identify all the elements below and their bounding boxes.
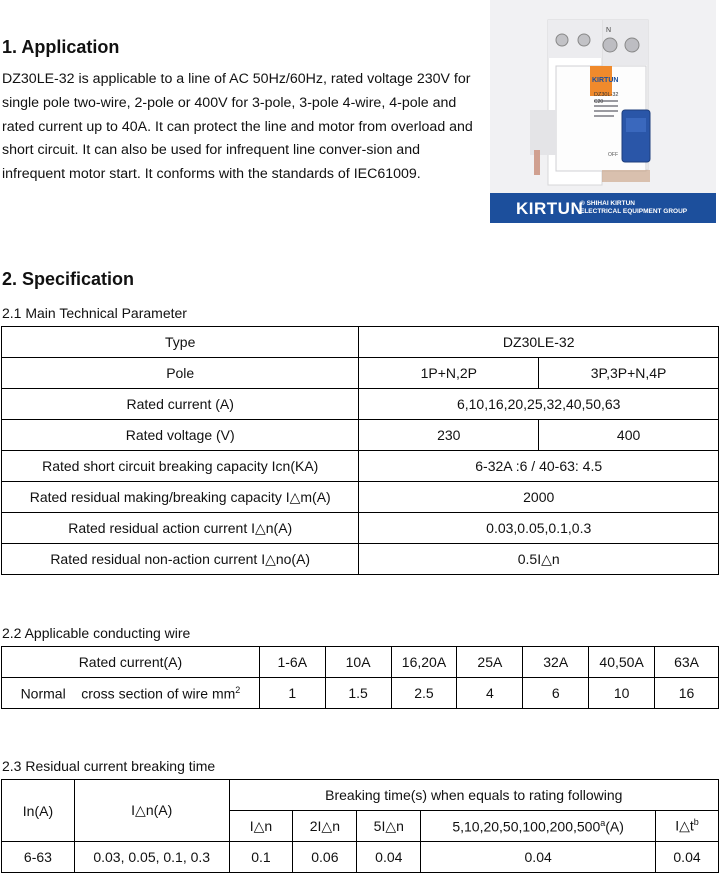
table-cell: DZ30LE-32 xyxy=(359,327,719,358)
table-cell: 230 xyxy=(359,420,539,451)
table-row xyxy=(2,513,719,544)
table-cell: Breaking time(s) when equals to rating following xyxy=(229,780,718,811)
product-image xyxy=(490,0,716,223)
table-row xyxy=(2,389,719,420)
table-cell: 2.5 xyxy=(391,678,457,709)
table-cell: 25A xyxy=(457,647,523,678)
table-cell: 3P,3P+N,4P xyxy=(539,358,719,389)
table-cell: 0.5I△n xyxy=(359,544,719,575)
application-paragraph: DZ30LE-32 is applicable to a line of AC 50Hz/60Hz, rated voltage 230V for single pole two-wire, 2-pole or 400V for 3-pole, 3-pole 4-wire, 4-pole and rated current up to 40A. It can protect the line and motor from overload and short circuit. It can also be used for infrequent line conver-sion and infrequent motor start. It conforms with the standards of IEC61009. xyxy=(2,71,473,183)
subsection-conducting-wire: 2.2 Applicable conducting wire xyxy=(2,625,191,641)
conducting-wire-table xyxy=(1,646,719,709)
table-cell: 5I△n xyxy=(357,811,421,842)
table-row xyxy=(2,544,719,575)
table-cell: 1.5 xyxy=(325,678,391,709)
main-parameter-table xyxy=(1,326,719,575)
footnote-a: a xyxy=(600,817,606,828)
device-logo: KIRTUN xyxy=(592,77,619,84)
multiple-header: 5,10,20,50,100,200,500 xyxy=(452,818,601,835)
table-cell: In(A) xyxy=(2,780,75,842)
table-cell: Type xyxy=(2,327,359,358)
brand-logo: KIRTUN xyxy=(516,199,584,218)
table-cell: Rated voltage (V) xyxy=(2,420,359,451)
table-cell: 32A xyxy=(523,647,589,678)
device-model: DZ30L-32 xyxy=(594,92,619,98)
table-cell: 16 xyxy=(655,678,719,709)
brand-line: ® SHIHAI KIRTUN xyxy=(580,200,635,207)
table-cell: 1-6A xyxy=(259,647,325,678)
table-cell: 16,20A xyxy=(391,647,457,678)
breaker-illustration xyxy=(490,0,716,193)
table-row xyxy=(2,420,719,451)
table-cell: 6,10,16,20,25,32,40,50,63 xyxy=(359,389,719,420)
brand-banner xyxy=(490,193,716,223)
table-cell: 1P+N,2P xyxy=(359,358,539,389)
table-cell: Rated residual making/breaking capacity I△m(A) xyxy=(2,482,359,513)
table-cell: Rated short circuit breaking capacity Icn(KA) xyxy=(2,451,359,482)
table-cell: 6-32A :6 / 40-63: 4.5 xyxy=(359,451,719,482)
table-cell: 0.04 xyxy=(421,842,656,873)
table-cell: 10A xyxy=(325,647,391,678)
table-cell: 40,50A xyxy=(589,647,655,678)
table-row xyxy=(2,780,719,811)
section-application-title: 1. Application xyxy=(2,37,120,57)
table-cell: 0.03, 0.05, 0.1, 0.3 xyxy=(74,842,229,873)
breaking-time-table xyxy=(1,779,719,873)
table-row xyxy=(2,647,719,678)
unit-suffix: (A) xyxy=(605,818,624,835)
table-cell: Rated residual non-action current I△no(A) xyxy=(2,544,359,575)
brand-group-line: ELECTRICAL EQUIPMENT GROUP xyxy=(580,208,688,215)
table-cell: 1 xyxy=(259,678,325,709)
table-cell: 2I△n xyxy=(293,811,357,842)
table-cell: 10 xyxy=(589,678,655,709)
table-cell: 6-63 xyxy=(2,842,75,873)
table-row xyxy=(2,678,719,709)
table-cell: 0.1 xyxy=(229,842,293,873)
table-cell: Pole xyxy=(2,358,359,389)
table-cell: I△n xyxy=(229,811,293,842)
device-rating: C20 xyxy=(594,99,604,105)
table-cell: 0.03,0.05,0.1,0.3 xyxy=(359,513,719,544)
table-cell: I△n(A) xyxy=(74,780,229,842)
table-cell: 6 xyxy=(523,678,589,709)
table-cell: Rated residual action current I△n(A) xyxy=(2,513,359,544)
subsection-breaking-time: 2.3 Residual current breaking time xyxy=(2,758,216,774)
section-specification-title: 2. Specification xyxy=(2,269,135,289)
wire-row-superscript: 2 xyxy=(235,684,241,695)
table-cell: 2000 xyxy=(359,482,719,513)
table-cell: Rated current(A) xyxy=(2,647,260,678)
device-terminal-label: N xyxy=(606,27,612,34)
device-off-label: OFF xyxy=(608,152,618,158)
table-cell: Rated current (A) xyxy=(2,389,359,420)
table-row xyxy=(2,327,719,358)
table-cell: 400 xyxy=(539,420,719,451)
table-row xyxy=(2,451,719,482)
table-cell: 0.06 xyxy=(293,842,357,873)
table-cell: 0.04 xyxy=(656,842,719,873)
wire-row-label: Normal cross section of wire mm xyxy=(20,685,236,702)
table-row xyxy=(2,482,719,513)
table-cell xyxy=(421,811,656,842)
table-row xyxy=(2,842,719,873)
idt-header: I△t xyxy=(675,817,694,834)
subsection-main-parameters: 2.1 Main Technical Parameter xyxy=(2,305,187,321)
table-cell: 63A xyxy=(655,647,719,678)
table-cell xyxy=(656,811,719,842)
table-row xyxy=(2,358,719,389)
table-cell xyxy=(2,678,260,709)
table-cell: 0.04 xyxy=(357,842,421,873)
footnote-b: b xyxy=(693,817,699,828)
table-cell: 4 xyxy=(457,678,523,709)
